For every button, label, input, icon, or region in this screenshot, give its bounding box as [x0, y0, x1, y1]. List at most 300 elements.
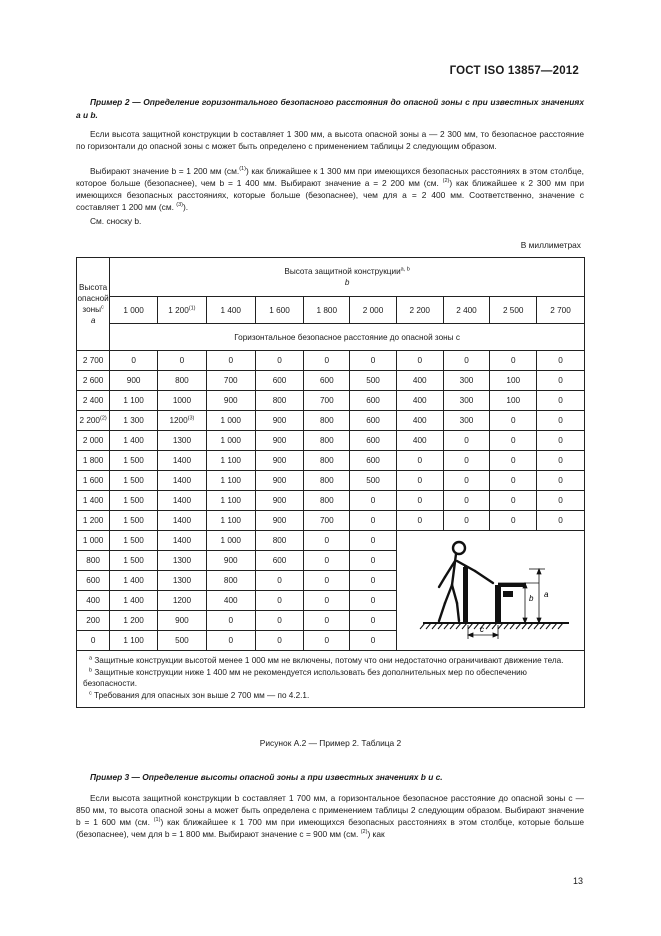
row-height-cell	[77, 531, 110, 551]
row-height: 1 600	[82, 476, 104, 485]
cell-value: 0	[370, 536, 376, 545]
cell-value: 100	[506, 396, 521, 405]
row-height: 2 700	[82, 356, 104, 365]
ref-1: (1)	[239, 166, 246, 173]
column-header-cell	[110, 258, 585, 297]
table-cell	[110, 451, 158, 471]
table-cell	[158, 351, 207, 371]
table-cell	[350, 391, 397, 411]
table-cell	[255, 571, 304, 591]
cell-value: 500	[175, 636, 189, 645]
row-height: 600	[86, 576, 100, 585]
table-cell	[304, 351, 350, 371]
cell-value: 0	[558, 496, 563, 505]
cell-value: 400	[412, 376, 427, 385]
cell-value: 0	[370, 496, 376, 505]
ref-1: (1)	[153, 817, 161, 824]
cell-value: 1 100	[220, 516, 241, 525]
table-cell	[158, 611, 207, 631]
table-row	[77, 451, 585, 471]
cell-value: 400	[223, 596, 238, 605]
table-cell	[110, 471, 158, 491]
table-cell	[490, 451, 537, 471]
table-cell	[206, 491, 255, 511]
ref-2: (2)	[360, 829, 368, 836]
table-cell	[158, 371, 207, 391]
table-cell	[110, 371, 158, 391]
cell-value: 600	[366, 416, 380, 425]
column-value-cell	[350, 297, 397, 324]
cell-value: 0	[179, 356, 185, 365]
cell-value: 900	[272, 436, 287, 445]
cell-value: 0	[558, 456, 563, 465]
table-cell	[206, 611, 255, 631]
table-cell	[396, 431, 443, 451]
units-label: В миллиметрах	[520, 240, 581, 250]
cell-value: 0	[370, 356, 376, 365]
page-number: 13	[572, 876, 583, 886]
column-value-cell	[158, 297, 207, 324]
cell-value: 0	[324, 356, 330, 365]
table-row	[77, 511, 585, 531]
table-cell	[158, 391, 207, 411]
row-height: 2 000	[82, 436, 104, 445]
table-cell	[255, 511, 304, 531]
table-cell	[255, 531, 304, 551]
table-cell	[206, 531, 255, 551]
table-cell	[350, 431, 397, 451]
table-cell	[158, 551, 207, 571]
cell-value: 300	[459, 376, 474, 385]
ground-hatch	[420, 623, 569, 629]
table-cell	[255, 551, 304, 571]
figure-caption: Рисунок А.2 — Пример 2. Таблица 2	[259, 738, 402, 748]
row-height-cell	[77, 411, 110, 431]
cell-value: 800	[272, 536, 287, 545]
illustration-cell	[396, 531, 584, 651]
table-cell	[350, 591, 397, 611]
cell-value: 800	[319, 476, 334, 485]
cell-value: 1 300	[123, 416, 144, 425]
table-cell	[110, 491, 158, 511]
cell-value: 0	[510, 476, 516, 485]
table-row	[77, 371, 585, 391]
cell-value: 400	[412, 416, 427, 425]
footnote-text: Требования для опасных зон выше 2 700 мм — по 4.2.1.	[94, 690, 310, 700]
cell-value: 0	[558, 416, 563, 425]
cell-value: 0	[558, 476, 563, 485]
example-3-title: Пример 3 — Определение высоты опасной зоны a при известных значениях b и c.	[90, 772, 443, 782]
footnote-mark: c	[89, 689, 92, 696]
cell-value: 0	[464, 456, 469, 465]
table-cell	[158, 431, 207, 451]
footnote-text: Защитные конструкции высотой менее 1 000 мм не включены, потому что они недостаточно ограничивают движение тела.	[94, 656, 564, 665]
example-2-paragraph-3: См. сноску b.	[90, 216, 142, 226]
cell-value: 900	[126, 376, 141, 385]
table-cell	[110, 591, 158, 611]
footnotes-row	[77, 651, 585, 708]
table-cell	[537, 431, 585, 451]
footnotes-cell	[77, 651, 585, 708]
table-row	[77, 491, 585, 511]
table-cell	[110, 611, 158, 631]
table-cell	[490, 471, 537, 491]
column-value-cell	[255, 297, 304, 324]
table-cell	[537, 411, 585, 431]
ref-2: (2)	[442, 178, 450, 185]
column-value: 2 700	[550, 305, 571, 315]
table-cell	[158, 571, 207, 591]
cell-value: 0	[510, 496, 516, 505]
cell-value: 1 100	[220, 476, 241, 485]
cell-value: 0	[370, 576, 376, 585]
cell-value: 0	[277, 636, 282, 645]
table-cell	[255, 471, 304, 491]
table-cell	[350, 631, 397, 651]
table-cell	[206, 371, 255, 391]
cell-value: 0	[228, 616, 234, 625]
cell-value: 1400	[172, 476, 192, 485]
footnote	[83, 655, 578, 667]
table-cell	[443, 471, 490, 491]
table-row	[77, 411, 585, 431]
cell-value: 700	[319, 516, 334, 525]
cell-value: 1 500	[123, 456, 144, 465]
table-cell	[443, 451, 490, 471]
table-cell	[350, 571, 397, 591]
cell-value: 0	[277, 576, 282, 585]
cell-value: 400	[412, 436, 427, 445]
cell-value: 1 500	[123, 556, 144, 565]
table-cell	[396, 411, 443, 431]
table-cell	[110, 411, 158, 431]
table-cell	[255, 451, 304, 471]
column-value-cell	[110, 297, 158, 324]
row-height-cell	[77, 371, 110, 391]
row-height-cell	[77, 471, 110, 491]
table-cell	[304, 611, 350, 631]
cell-value: 900	[272, 516, 287, 525]
cell-value: 600	[366, 436, 380, 445]
cell-value: 600	[319, 376, 334, 385]
example-2-title: Пример 2 — Определение горизонтального безопасного расстояния до опасной зоны с при известных значениях a и b.	[76, 97, 584, 120]
cell-value: 1 500	[123, 536, 144, 545]
row-height: 1 200	[82, 516, 104, 525]
cell-value: 900	[223, 396, 238, 405]
table-cell	[537, 391, 585, 411]
cell-value: 600	[366, 396, 380, 405]
table-cell	[350, 611, 397, 631]
row-height-cell	[77, 391, 110, 411]
table-row	[77, 531, 585, 551]
example-2-paragraph-1: Если высота защитной конструкции b составляет 1 300 мм, а высота опасной зоны a — 2 300 мм, то безопасное расстояние по горизонтали до опасной зоны c может быть определено с применением таблицы 2 следующим образом.	[76, 129, 584, 152]
table-cell	[443, 431, 490, 451]
table-cell	[350, 471, 397, 491]
column-value-cell	[206, 297, 255, 324]
cell-value: 1 100	[123, 396, 144, 405]
table-cell	[537, 471, 585, 491]
subheader-row	[77, 324, 585, 351]
row-height-cell	[77, 451, 110, 471]
row-height-cell	[77, 351, 110, 371]
table-cell	[110, 351, 158, 371]
table-cell	[206, 511, 255, 531]
cell-value: 1 100	[220, 496, 241, 505]
cell-value: 600	[272, 556, 287, 565]
cell-value: 800	[175, 376, 189, 385]
table-cell	[350, 411, 397, 431]
table-cell	[206, 551, 255, 571]
table-cell	[490, 371, 537, 391]
label-a: a	[544, 590, 549, 599]
table-cell	[443, 391, 490, 411]
row-height: 1 400	[82, 496, 104, 505]
footnote-ref: c	[101, 304, 104, 311]
person-reaching-illustration	[399, 531, 581, 645]
table-cell	[255, 391, 304, 411]
row-height: 2 600	[82, 376, 104, 385]
table-cell	[110, 551, 158, 571]
row-height: 400	[86, 596, 100, 605]
table-cell	[110, 511, 158, 531]
table-cell	[304, 471, 350, 491]
table-cell	[158, 531, 207, 551]
column-value-cell	[304, 297, 350, 324]
cell-value: 1 100	[220, 456, 241, 465]
table-row	[77, 351, 585, 371]
cell-value: 900	[272, 456, 287, 465]
example-2-paragraph-2	[76, 165, 584, 213]
cell-value: 1 400	[123, 436, 144, 445]
cell-value: 1400	[172, 536, 192, 545]
cell-value: 0	[464, 436, 469, 445]
symbol-a: a	[90, 316, 96, 325]
table-cell	[443, 351, 490, 371]
table-cell	[537, 491, 585, 511]
cell-value: 0	[558, 376, 563, 385]
cell-value: 100	[506, 376, 521, 385]
row-height: 200	[86, 616, 100, 625]
cell-value: 500	[366, 376, 380, 385]
cell-value: 600	[366, 456, 380, 465]
table-cell	[350, 451, 397, 471]
table-row	[77, 431, 585, 451]
cell-value: 0	[417, 356, 423, 365]
table-cell	[396, 471, 443, 491]
column-value: 2 200	[409, 305, 430, 315]
table-cell	[206, 411, 255, 431]
table-cell	[537, 451, 585, 471]
ref-1: (1)	[188, 304, 196, 311]
safety-distance-table	[76, 257, 585, 708]
cell-value: 0	[228, 636, 234, 645]
table-cell	[350, 351, 397, 371]
row-header-line: Высота	[79, 283, 108, 292]
table-cell	[110, 431, 158, 451]
table-cell	[350, 531, 397, 551]
cell-value: 600	[272, 376, 287, 385]
table-cell	[396, 451, 443, 471]
table-cell	[304, 531, 350, 551]
label-b: b	[529, 594, 534, 603]
row-height: 2 400	[82, 396, 104, 405]
cell-value: 0	[131, 356, 136, 365]
table-cell	[110, 631, 158, 651]
table-cell	[396, 491, 443, 511]
table-cell	[255, 351, 304, 371]
column-value-cell	[490, 297, 537, 324]
cell-value: 1 500	[123, 516, 144, 525]
cell-value: 1000	[172, 396, 192, 405]
symbol-b: b	[344, 278, 350, 287]
cell-value: 800	[319, 456, 334, 465]
row-header-line: опасной	[77, 294, 109, 303]
column-values-row	[77, 297, 585, 324]
cell-value: 1400	[172, 516, 192, 525]
table-cell	[255, 611, 304, 631]
table-cell	[350, 551, 397, 571]
table-cell	[490, 491, 537, 511]
cell-value: 0	[417, 516, 423, 525]
cell-value: 0	[277, 356, 282, 365]
table-cell	[304, 591, 350, 611]
row-header-line: зоны	[82, 305, 102, 314]
hazard-zone	[495, 583, 539, 623]
text-run: ) как	[367, 829, 385, 840]
table-cell	[206, 351, 255, 371]
table-cell	[490, 351, 537, 371]
cell-value: 0	[464, 516, 469, 525]
cell-value: 700	[319, 396, 334, 405]
row-height: 0	[90, 636, 96, 645]
row-height: 1 800	[82, 456, 104, 465]
cell-value: 800	[272, 396, 287, 405]
table-cell	[206, 391, 255, 411]
row-height: 800	[86, 556, 100, 565]
cell-value: 300	[459, 396, 474, 405]
table-cell	[255, 371, 304, 391]
table-cell	[443, 491, 490, 511]
header-row-1	[77, 258, 585, 297]
cell-value: 0	[558, 516, 563, 525]
table-cell	[110, 391, 158, 411]
cell-value: 1 400	[123, 596, 144, 605]
label-c: c	[480, 625, 485, 634]
cell-value: 0	[558, 436, 563, 445]
table-cell	[206, 591, 255, 611]
table-cell	[537, 511, 585, 531]
footnote-text: Защитные конструкции ниже 1 400 мм не рекомендуется использовать без дополнительных мер по обеспечению безопасности.	[83, 667, 527, 688]
cell-value: 0	[228, 356, 234, 365]
table-cell	[490, 431, 537, 451]
row-header-cell	[77, 258, 110, 351]
cell-value: 1 000	[220, 436, 241, 445]
footnote	[83, 667, 578, 690]
cell-value: 0	[324, 536, 330, 545]
ref-2: (2)	[100, 415, 107, 422]
cell-value: 0	[417, 476, 423, 485]
cell-value: 0	[370, 616, 376, 625]
table-cell	[396, 371, 443, 391]
column-value: 1 800	[316, 305, 338, 315]
row-height: 2 200	[79, 416, 100, 425]
table-cell	[490, 411, 537, 431]
cell-value: 0	[370, 636, 376, 645]
cell-value: 500	[366, 476, 380, 485]
table-cell	[396, 511, 443, 531]
cell-value: 800	[319, 436, 334, 445]
ref-3: (3)	[176, 202, 183, 209]
table-cell	[350, 371, 397, 391]
row-height-cell	[77, 611, 110, 631]
table-cell	[537, 351, 585, 371]
table-cell	[206, 631, 255, 651]
example-3-paragraph-1	[76, 792, 584, 840]
column-value-cell	[396, 297, 443, 324]
table-cell	[158, 591, 207, 611]
row-height-cell	[77, 591, 110, 611]
cell-value: 0	[510, 436, 516, 445]
document-header: ГОСТ ISO 13857—2012	[449, 65, 579, 77]
text-run: ).	[183, 202, 189, 213]
table-cell	[304, 411, 350, 431]
cell-value: 0	[277, 616, 282, 625]
column-value: 1 600	[269, 305, 290, 315]
footnote-ref: a, b	[400, 266, 410, 273]
cell-value: 0	[370, 596, 376, 605]
cell-value: 900	[272, 476, 287, 485]
text-run: Если высота защитной конструкции b составляет 1 700 мм, а горизонтальное безопасное расстояние до опасной зоны c — 850 мм, то высота опасной зоны a может быть определена с применением таблицы 2 следующим образом. Выбирают значение b = 1 600 мм (см.	[76, 793, 584, 828]
cell-value: 400	[412, 396, 427, 405]
column-value: 2 400	[456, 305, 477, 315]
cell-value: 1 000	[220, 536, 241, 545]
table-cell	[255, 411, 304, 431]
cell-value: 0	[324, 576, 330, 585]
table-cell	[490, 391, 537, 411]
cell-value: 300	[459, 416, 474, 425]
cell-value: 0	[370, 556, 376, 565]
column-value-cell	[537, 297, 585, 324]
row-height-cell	[77, 631, 110, 651]
table-cell	[443, 511, 490, 531]
cell-value: 900	[272, 496, 287, 505]
column-value: 1 400	[220, 305, 241, 315]
cell-value: 0	[464, 356, 469, 365]
table-cell	[255, 631, 304, 651]
cell-value: 0	[558, 356, 563, 365]
cell-value: 800	[223, 576, 238, 585]
table-cell	[158, 511, 207, 531]
cell-value: 1300	[172, 556, 192, 565]
table-cell	[304, 491, 350, 511]
cell-value: 0	[510, 356, 516, 365]
cell-value: 700	[223, 376, 238, 385]
cell-value: 0	[464, 476, 469, 485]
cell-value: 0	[370, 516, 376, 525]
subheader-cell: Горизонтальное безопасное расстояние до опасной зоны c	[110, 324, 585, 351]
cell-value: 1 400	[123, 576, 144, 585]
table-cell	[158, 471, 207, 491]
cell-value: 0	[510, 516, 516, 525]
footnote-mark: b	[89, 666, 93, 673]
cell-value: 0	[277, 596, 282, 605]
column-header-label: Высота защитной конструкции	[284, 267, 401, 276]
table-cell	[304, 511, 350, 531]
row-height-cell	[77, 431, 110, 451]
table-cell	[304, 451, 350, 471]
table-cell	[396, 391, 443, 411]
table-cell	[110, 531, 158, 551]
